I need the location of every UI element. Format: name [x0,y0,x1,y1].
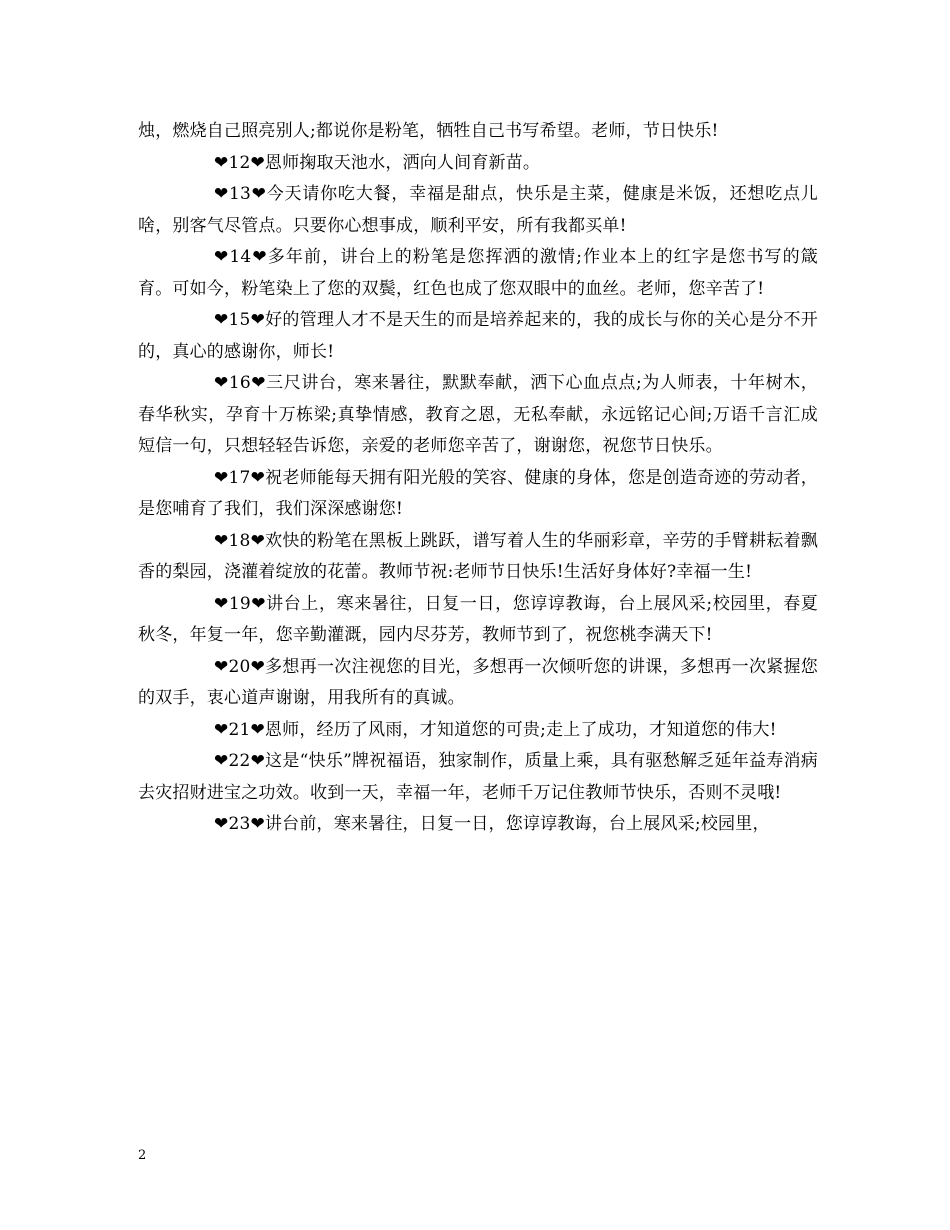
paragraph-7: ❤17❤祝老师能每天拥有阳光般的笑容、健康的身体，您是创造奇迹的劳动者，是您哺育了我们，我们深深感谢您! [138,467,818,519]
paragraph-5: ❤15❤好的管理人才不是天生的而是培养起来的，我的成长与你的关心是分不开的，真心的感谢你，师长! [138,310,818,362]
paragraph-9: ❤19❤讲台上，寒来暑往，日复一日，您谆谆教诲，台上展风采;校园里，春夏秋冬，年复一年，您辛勤灌溉，园内尽芬芳，教师节到了，祝您桃李满天下! [138,593,818,645]
paragraph-8: ❤18❤欢快的粉笔在黑板上跳跃，谱写着人生的华丽彩章，辛劳的手臂耕耘着飘香的梨园，浇灌着绽放的花蕾。教师节祝:老师节日快乐!生活好身体好?幸福一生! [138,530,818,582]
paragraph-1: 烛，燃烧自己照亮别人;都说你是粉笔，牺牲自己书写希望。老师，节日快乐! [138,121,719,141]
paragraph-12: ❤22❤这是“快乐”牌祝福语，独家制作，质量上乘，具有驱愁解乏延年益寿消病去灾招财进宝之功效。收到一天，幸福一年，老师千万记住教师节快乐，否则不灵哦! [138,751,818,803]
paragraph-13: ❤23❤讲台前，寒来暑往，日复一日，您谆谆教诲，台上展风采;校园里， [214,814,770,834]
paragraph-11: ❤21❤恩师，经历了风雨，才知道您的可贵;走上了成功，才知道您的伟大! [214,719,777,740]
paragraph-6: ❤16❤三尺讲台，寒来暑往，默默奉献，洒下心血点点;为人师表，十年树木，春华秋实，孕育十万栋梁;真挚情感，教育之恩，无私奉献，永远铭记心间;万语千言汇成短信一句，只想轻轻告诉您，亲爱的老师您辛苦了，谢谢您，祝您节日快乐。 [138,373,818,456]
document-body [138,116,818,841]
page-number: 2 [138,1148,147,1163]
paragraph-4: ❤14❤多年前，讲台上的粉笔是您挥洒的激情;作业本上的红字是您书写的箴育。可如今，粉笔染上了您的双鬓，红色也成了您双眼中的血丝。老师，您辛苦了! [138,247,818,299]
paragraph-3: ❤13❤今天请你吃大餐，幸福是甜点，快乐是主菜，健康是米饭，还想吃点儿啥，别客气尽管点。只要你心想事成，顺利平安，所有我都买单! [138,184,818,236]
paragraph-10: ❤20❤多想再一次注视您的目光，多想再一次倾听您的讲课，多想再一次紧握您的双手，衷心道声谢谢，用我所有的真诚。 [138,656,818,708]
paragraph-2: ❤12❤恩师掬取天池水，洒向人间育新苗。 [214,152,541,173]
